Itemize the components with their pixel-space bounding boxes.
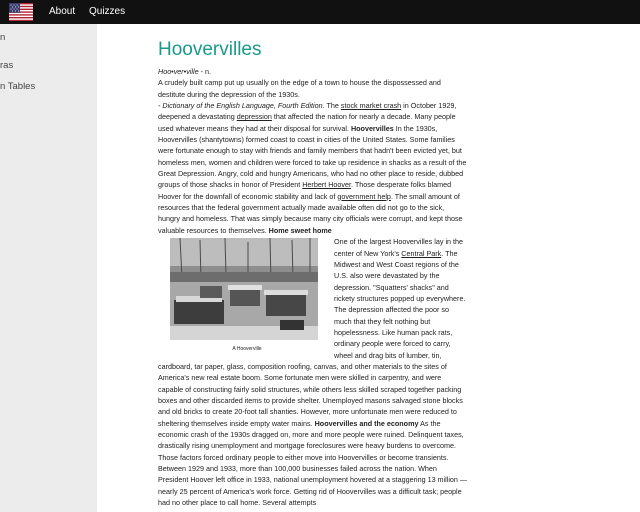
dictionary-source: - Dictionary of the English Language, Fourth Edition. bbox=[158, 101, 325, 111]
hooverville-figure bbox=[158, 238, 330, 360]
text-run: . Those desperate folks blamed Hoover for the downfall of economic stability and lack of bbox=[158, 180, 452, 201]
section-heading-hoovervilles: Hoovervilles bbox=[350, 123, 394, 133]
text-run: . The small amount of resources that the federal government actually made available often did not go to the sick, hungry and homeless. That was simply because many city officials were corrupt, and kept those valuable resources to themselves. bbox=[158, 191, 463, 235]
intro-paragraph bbox=[158, 100, 468, 236]
section-heading-home-sweet-home: Home sweet home bbox=[268, 225, 332, 235]
sidebar bbox=[0, 24, 97, 512]
article-body bbox=[158, 66, 468, 508]
definition-block bbox=[158, 66, 468, 100]
hooverville-photo bbox=[170, 238, 318, 340]
text-run: that affected the nation for nearly a decade. Many people used whatever means they had at their disposal for survival. bbox=[158, 112, 456, 133]
sidebar-item-3[interactable]: n Tables bbox=[0, 81, 36, 92]
part-of-speech: - n. bbox=[198, 67, 211, 76]
text-run: One of the largest Hoovervilles lay in the center of New York's bbox=[334, 237, 464, 258]
text-run: In the 1930s, Hoovervilles (shantytowns) formed coast to coast in cities of the United States. Some families were fortunate enough to stay with friends and family members that hadn't been evicted yet, but homeless men, women and children were forced to take up residence in shacks as a result of the Great Depression. Angry, cold and hungry Americans, who had no other place to reside, dubbed groups of those shacks in honor of President bbox=[158, 123, 467, 190]
link-central-park[interactable]: Central Park bbox=[401, 248, 442, 258]
text-run: . The Midwest and West Coast regions of the U.S. also were devastated by the depression. "Squatters' shacks" and rickety structures popped up everywhere. The depression affected the poor so much that they felt nothing but hopelessness. Like human pack rats, ordinary people were forced to carry, wheel and drag bits of lumber, tin, cardboard, tar paper, glass, composition roofing, canvas, and other materials to the sites of America's new real estate boom. Some fortunate men were skilled in carpentry, and were capable of constructing fairly solid structures, while others less skilled scraped together packing boxes and other discarded items to provide shelter. Unemployed masons salvaged stone blocks and old bricks to create 20-foot tall shanties. However, more unfortunate men were reduced to sheltering themselves inside empty water mains. bbox=[158, 248, 466, 428]
text-run: As the economic crash of the 1930s dragged on, more and more people were ruined. Delinquent taxes, drastically rising unemployment and mortgage foreclosures were heavy burdens to overcome. Those factors forced ordinary people to either move into Hoovervilles or become transients. Between 1929 and 1933, more than 100,000 businesses failed across the nation. When President Hoover left office in 1933, national unemployment hovered at a staggering 13 million — nearly 25 percent of America's work force. Getting rid of Hoovervilles was a difficult task; people had no other place to call home. Several attempts bbox=[158, 418, 468, 508]
article-content bbox=[158, 38, 468, 508]
us-flag-icon[interactable] bbox=[9, 3, 33, 21]
page-title: Hoovervilles bbox=[158, 39, 262, 60]
nav-quizzes-link[interactable]: Quizzes bbox=[89, 6, 126, 17]
text-run: in October 1929, deepened a devastating bbox=[158, 101, 457, 122]
text-run: The bbox=[324, 101, 341, 111]
headword: Hoo•ver•ville bbox=[158, 67, 199, 76]
section-heading-economy: Hoovervilles and the economy bbox=[314, 418, 419, 428]
sidebar-item-2[interactable]: ras bbox=[0, 60, 14, 71]
figure-caption: A Hooverville bbox=[232, 346, 262, 353]
link-herbert-hoover[interactable]: Herbert Hoover bbox=[302, 180, 351, 190]
sidebar-item-1[interactable]: n bbox=[0, 32, 6, 43]
top-navbar bbox=[0, 0, 640, 24]
nav-about-link[interactable]: About bbox=[49, 6, 76, 17]
link-stock-market-crash[interactable]: stock market crash bbox=[340, 101, 402, 111]
definition-text: A crudely built camp put up usually on the edge of a town to house the dispossessed and destitute during the depression of the 1930s. bbox=[158, 78, 441, 99]
link-government-help[interactable]: government help bbox=[337, 191, 391, 201]
link-depression[interactable]: depression bbox=[236, 112, 272, 122]
